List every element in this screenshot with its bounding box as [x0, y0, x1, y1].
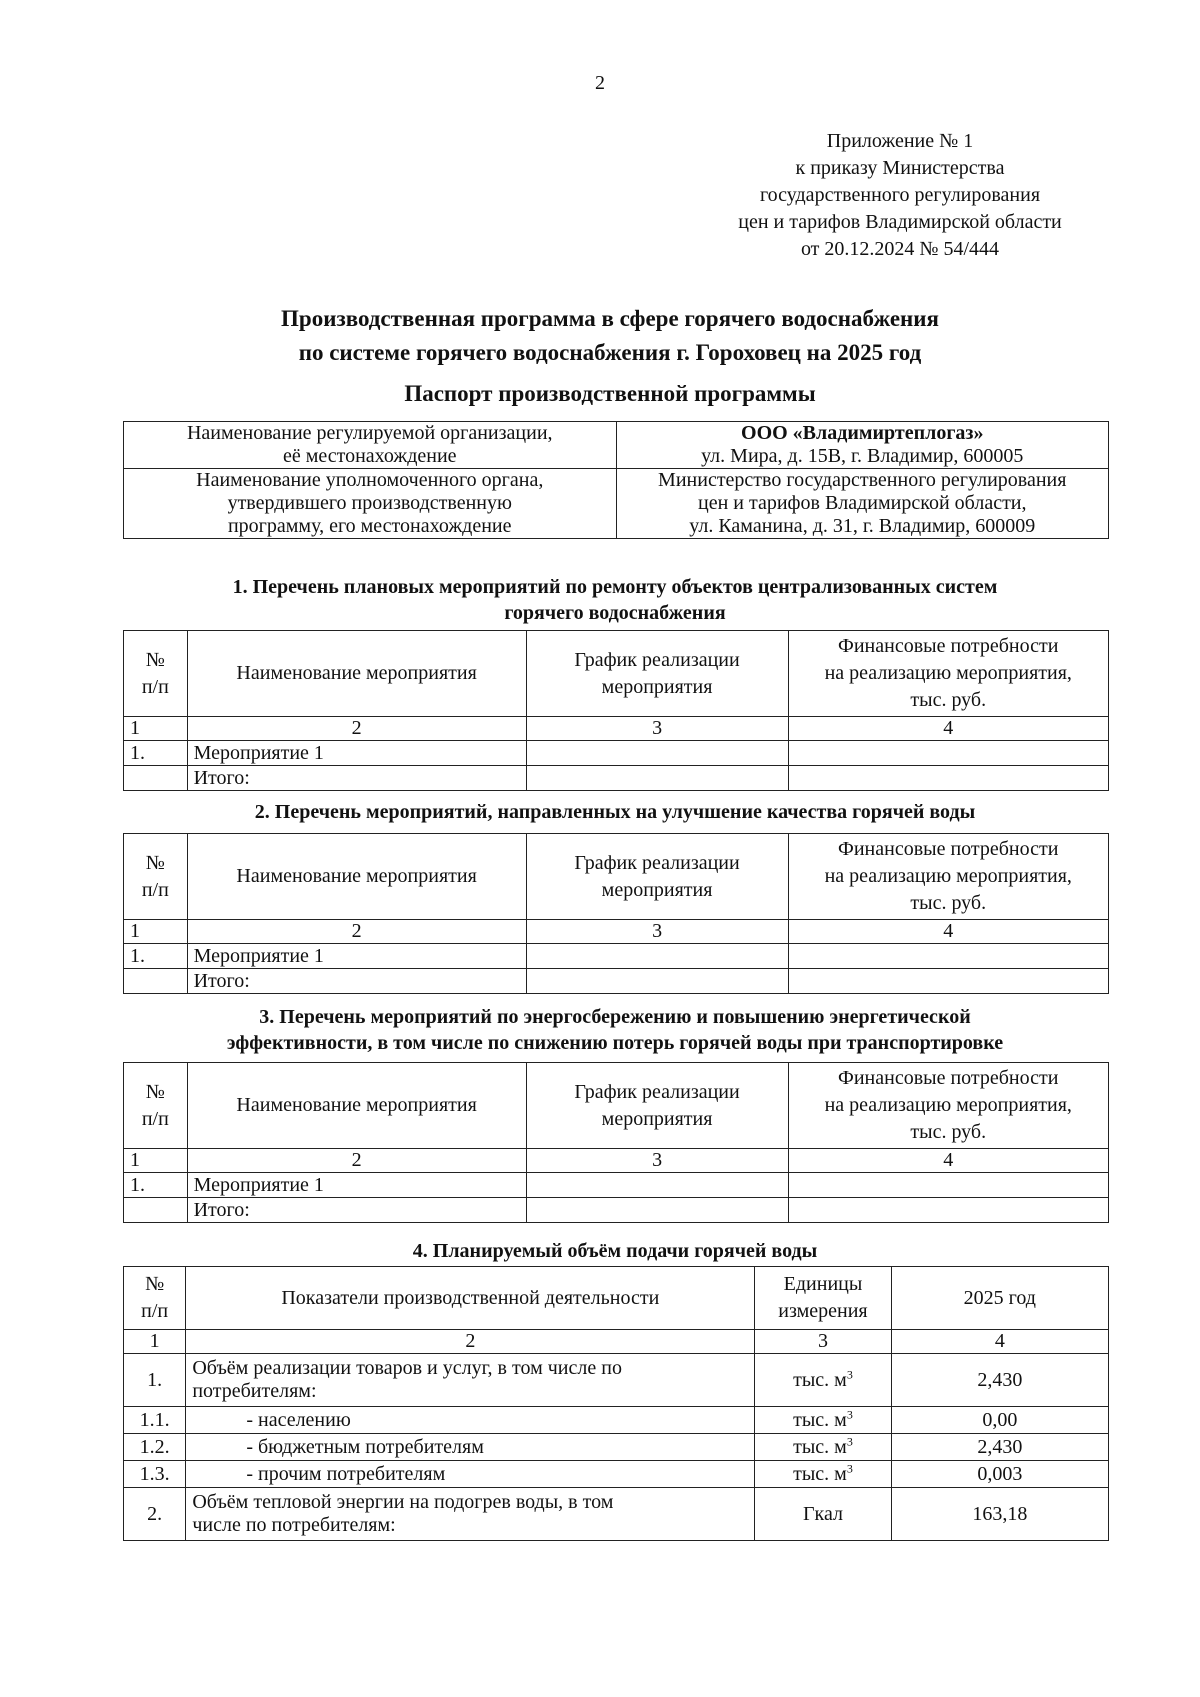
column-number: 2 — [187, 1149, 526, 1173]
appendix-line: Приложение № 1 — [826, 130, 974, 152]
table-row — [124, 944, 1109, 969]
total-label: Итого: — [187, 766, 526, 791]
column-number: 3 — [755, 1330, 891, 1354]
table-header-row — [124, 1267, 1109, 1330]
event-name: Мероприятие 1 — [187, 741, 526, 766]
section-heading-line: 4. Планируемый объём подачи горячей воды — [412, 1240, 818, 1262]
column-number: 4 — [788, 1149, 1109, 1173]
table-header-row — [124, 631, 1109, 717]
appendix-line: цен и тарифов Владимирской области — [738, 211, 1062, 233]
header-indicator: Показатели производственной деятельности — [186, 1267, 755, 1330]
indicator-name: - прочим потребителям — [186, 1461, 755, 1488]
table-row — [124, 741, 1109, 766]
column-number-row — [124, 1149, 1109, 1173]
value-cell: 2,430 — [891, 1434, 1108, 1461]
unit-cell: тыс. $м^3$ — [755, 1434, 891, 1461]
appendix-line: от 20.12.2024 № 54/444 — [800, 238, 1000, 260]
table-row — [124, 1354, 1109, 1407]
row-number: 1. — [124, 741, 188, 766]
column-number-row — [124, 717, 1109, 741]
header-no: № п/п — [124, 834, 188, 920]
row-number: 1. — [124, 1354, 186, 1407]
header-year: 2025 год — [891, 1267, 1108, 1330]
header-schedule: График реализации мероприятия — [526, 631, 788, 717]
header-no: № п/п — [124, 631, 188, 717]
indicator-name: - населению — [186, 1407, 755, 1434]
indicator-name: Объём реализации товаров и услуг, в том числе по потребителям: — [186, 1354, 755, 1407]
passport-label-line: программу, его местонахождение — [227, 515, 512, 537]
column-number: 1 — [124, 717, 188, 741]
passport-row-organization — [124, 422, 1109, 469]
column-number: 4 — [891, 1330, 1108, 1354]
table-header-row — [124, 1063, 1109, 1149]
passport-label-line: утвердившего производственную — [227, 492, 512, 514]
row-number: 1.3. — [124, 1461, 186, 1488]
column-number: 2 — [187, 920, 526, 944]
unit-cell: Гкал — [755, 1488, 891, 1541]
table-total-row — [124, 1198, 1109, 1223]
passport-row-authority — [124, 469, 1109, 539]
table-row — [124, 1173, 1109, 1198]
value-cell: 163,18 — [891, 1488, 1108, 1541]
table-total-row — [124, 766, 1109, 791]
table-row — [124, 1461, 1109, 1488]
column-number: 3 — [526, 717, 788, 741]
row-number: 1. — [124, 944, 188, 969]
header-finance: Финансовые потребности на реализацию мероприятия, тыс. руб. — [788, 1063, 1109, 1149]
indicator-name: Объём тепловой энергии на подогрев воды, в том числе по потребителям: — [186, 1488, 755, 1541]
header-schedule: График реализации мероприятия — [526, 834, 788, 920]
organization-address: ул. Мира, д. 15В, г. Владимир, 600005 — [701, 445, 1024, 467]
passport-label-cell — [124, 469, 617, 539]
section-heading-line: 2. Перечень мероприятий, направленных на улучшение качества горячей воды — [254, 801, 976, 823]
passport-heading: Паспорт производственной программы — [404, 381, 816, 406]
section-heading-line: эффективности, в том числе по снижению потерь горячей воды при транспортировке — [226, 1032, 1004, 1054]
value-cell: 0,00 — [891, 1407, 1108, 1434]
unit-cell: тыс. $м^3$ — [755, 1354, 891, 1407]
authority-line: Министерство государственного регулирования — [658, 469, 1067, 491]
authority-address: ул. Каманина, д. 31, г. Владимир, 600009 — [689, 515, 1036, 537]
document-title — [100, 302, 1120, 370]
header-name: Наименование мероприятия — [187, 631, 526, 717]
value-cell: 2,430 — [891, 1354, 1108, 1407]
table-row — [124, 1407, 1109, 1434]
unit-cell: тыс. $м^3$ — [755, 1407, 891, 1434]
appendix-line: к приказу Министерства — [795, 157, 1005, 179]
section-heading-line: 3. Перечень мероприятий по энергосбережению и повышению энергетической — [259, 1006, 971, 1028]
section-4-heading — [120, 1238, 1110, 1264]
header-name: Наименование мероприятия — [187, 834, 526, 920]
value-cell: 0,003 — [891, 1461, 1108, 1488]
row-number: 1. — [124, 1173, 188, 1198]
event-finance — [788, 944, 1109, 969]
row-number: 2. — [124, 1488, 186, 1541]
column-number: 3 — [526, 920, 788, 944]
column-number: 3 — [526, 1149, 788, 1173]
event-name: Мероприятие 1 — [187, 944, 526, 969]
section-3-heading — [120, 1004, 1110, 1056]
passport-label-line: её местонахождение — [282, 445, 457, 467]
event-schedule — [526, 944, 788, 969]
section-3-table — [123, 1062, 1109, 1223]
header-finance: Финансовые потребности на реализацию мероприятия, тыс. руб. — [788, 834, 1109, 920]
header-no: № п/п — [124, 1063, 188, 1149]
header-schedule: График реализации мероприятия — [526, 1063, 788, 1149]
event-finance — [788, 1173, 1109, 1198]
table-total-row — [124, 969, 1109, 994]
table-row — [124, 1434, 1109, 1461]
passport-label-line: Наименование регулируемой организации, — [186, 422, 553, 444]
appendix-block — [690, 128, 1110, 263]
section-1-heading — [120, 574, 1110, 626]
event-name: Мероприятие 1 — [187, 1173, 526, 1198]
table-header-row — [124, 834, 1109, 920]
column-number: 1 — [124, 920, 188, 944]
event-schedule — [526, 741, 788, 766]
authority-line: цен и тарифов Владимирской области, — [697, 492, 1027, 514]
indicator-name: - бюджетным потребителям — [186, 1434, 755, 1461]
column-number: 2 — [186, 1330, 755, 1354]
row-number: 1.1. — [124, 1407, 186, 1434]
header-finance: Финансовые потребности на реализацию мероприятия, тыс. руб. — [788, 631, 1109, 717]
header-name: Наименование мероприятия — [187, 1063, 526, 1149]
document-title-line: Производственная программа в сфере горячего водоснабжения — [281, 306, 939, 331]
row-number: 1.2. — [124, 1434, 186, 1461]
section-2-table — [123, 833, 1109, 994]
section-1-table — [123, 630, 1109, 791]
organization-name: ООО «Владимиртеплогаз» — [741, 422, 984, 444]
column-number: 2 — [187, 717, 526, 741]
column-number-row — [124, 1330, 1109, 1354]
total-label: Итого: — [187, 969, 526, 994]
column-number-row — [124, 920, 1109, 944]
event-schedule — [526, 1173, 788, 1198]
column-number: 1 — [124, 1149, 188, 1173]
passport-label-cell — [124, 422, 617, 469]
appendix-line: государственного регулирования — [759, 184, 1041, 206]
header-unit: Единицы измерения — [755, 1267, 891, 1330]
header-no: № п/п — [124, 1267, 186, 1330]
section-heading-line: 1. Перечень плановых мероприятий по ремонту объектов централизованных систем — [232, 576, 998, 598]
column-number: 4 — [788, 920, 1109, 944]
document-title-line: по системе горячего водоснабжения г. Гороховец на 2025 год — [298, 340, 922, 365]
section-2-heading — [120, 799, 1110, 825]
passport-value-cell — [616, 469, 1109, 539]
passport-value-cell — [616, 422, 1109, 469]
unit-cell: тыс. $м^3$ — [755, 1461, 891, 1488]
passport-table — [123, 421, 1109, 539]
section-heading-line: горячего водоснабжения — [504, 602, 726, 624]
column-number: 4 — [788, 717, 1109, 741]
page-number: 2 — [595, 72, 605, 94]
event-finance — [788, 741, 1109, 766]
total-label: Итого: — [187, 1198, 526, 1223]
passport-label-line: Наименование уполномоченного органа, — [196, 469, 544, 491]
table-row — [124, 1488, 1109, 1541]
column-number: 1 — [124, 1330, 186, 1354]
supply-volume-table — [123, 1266, 1109, 1541]
